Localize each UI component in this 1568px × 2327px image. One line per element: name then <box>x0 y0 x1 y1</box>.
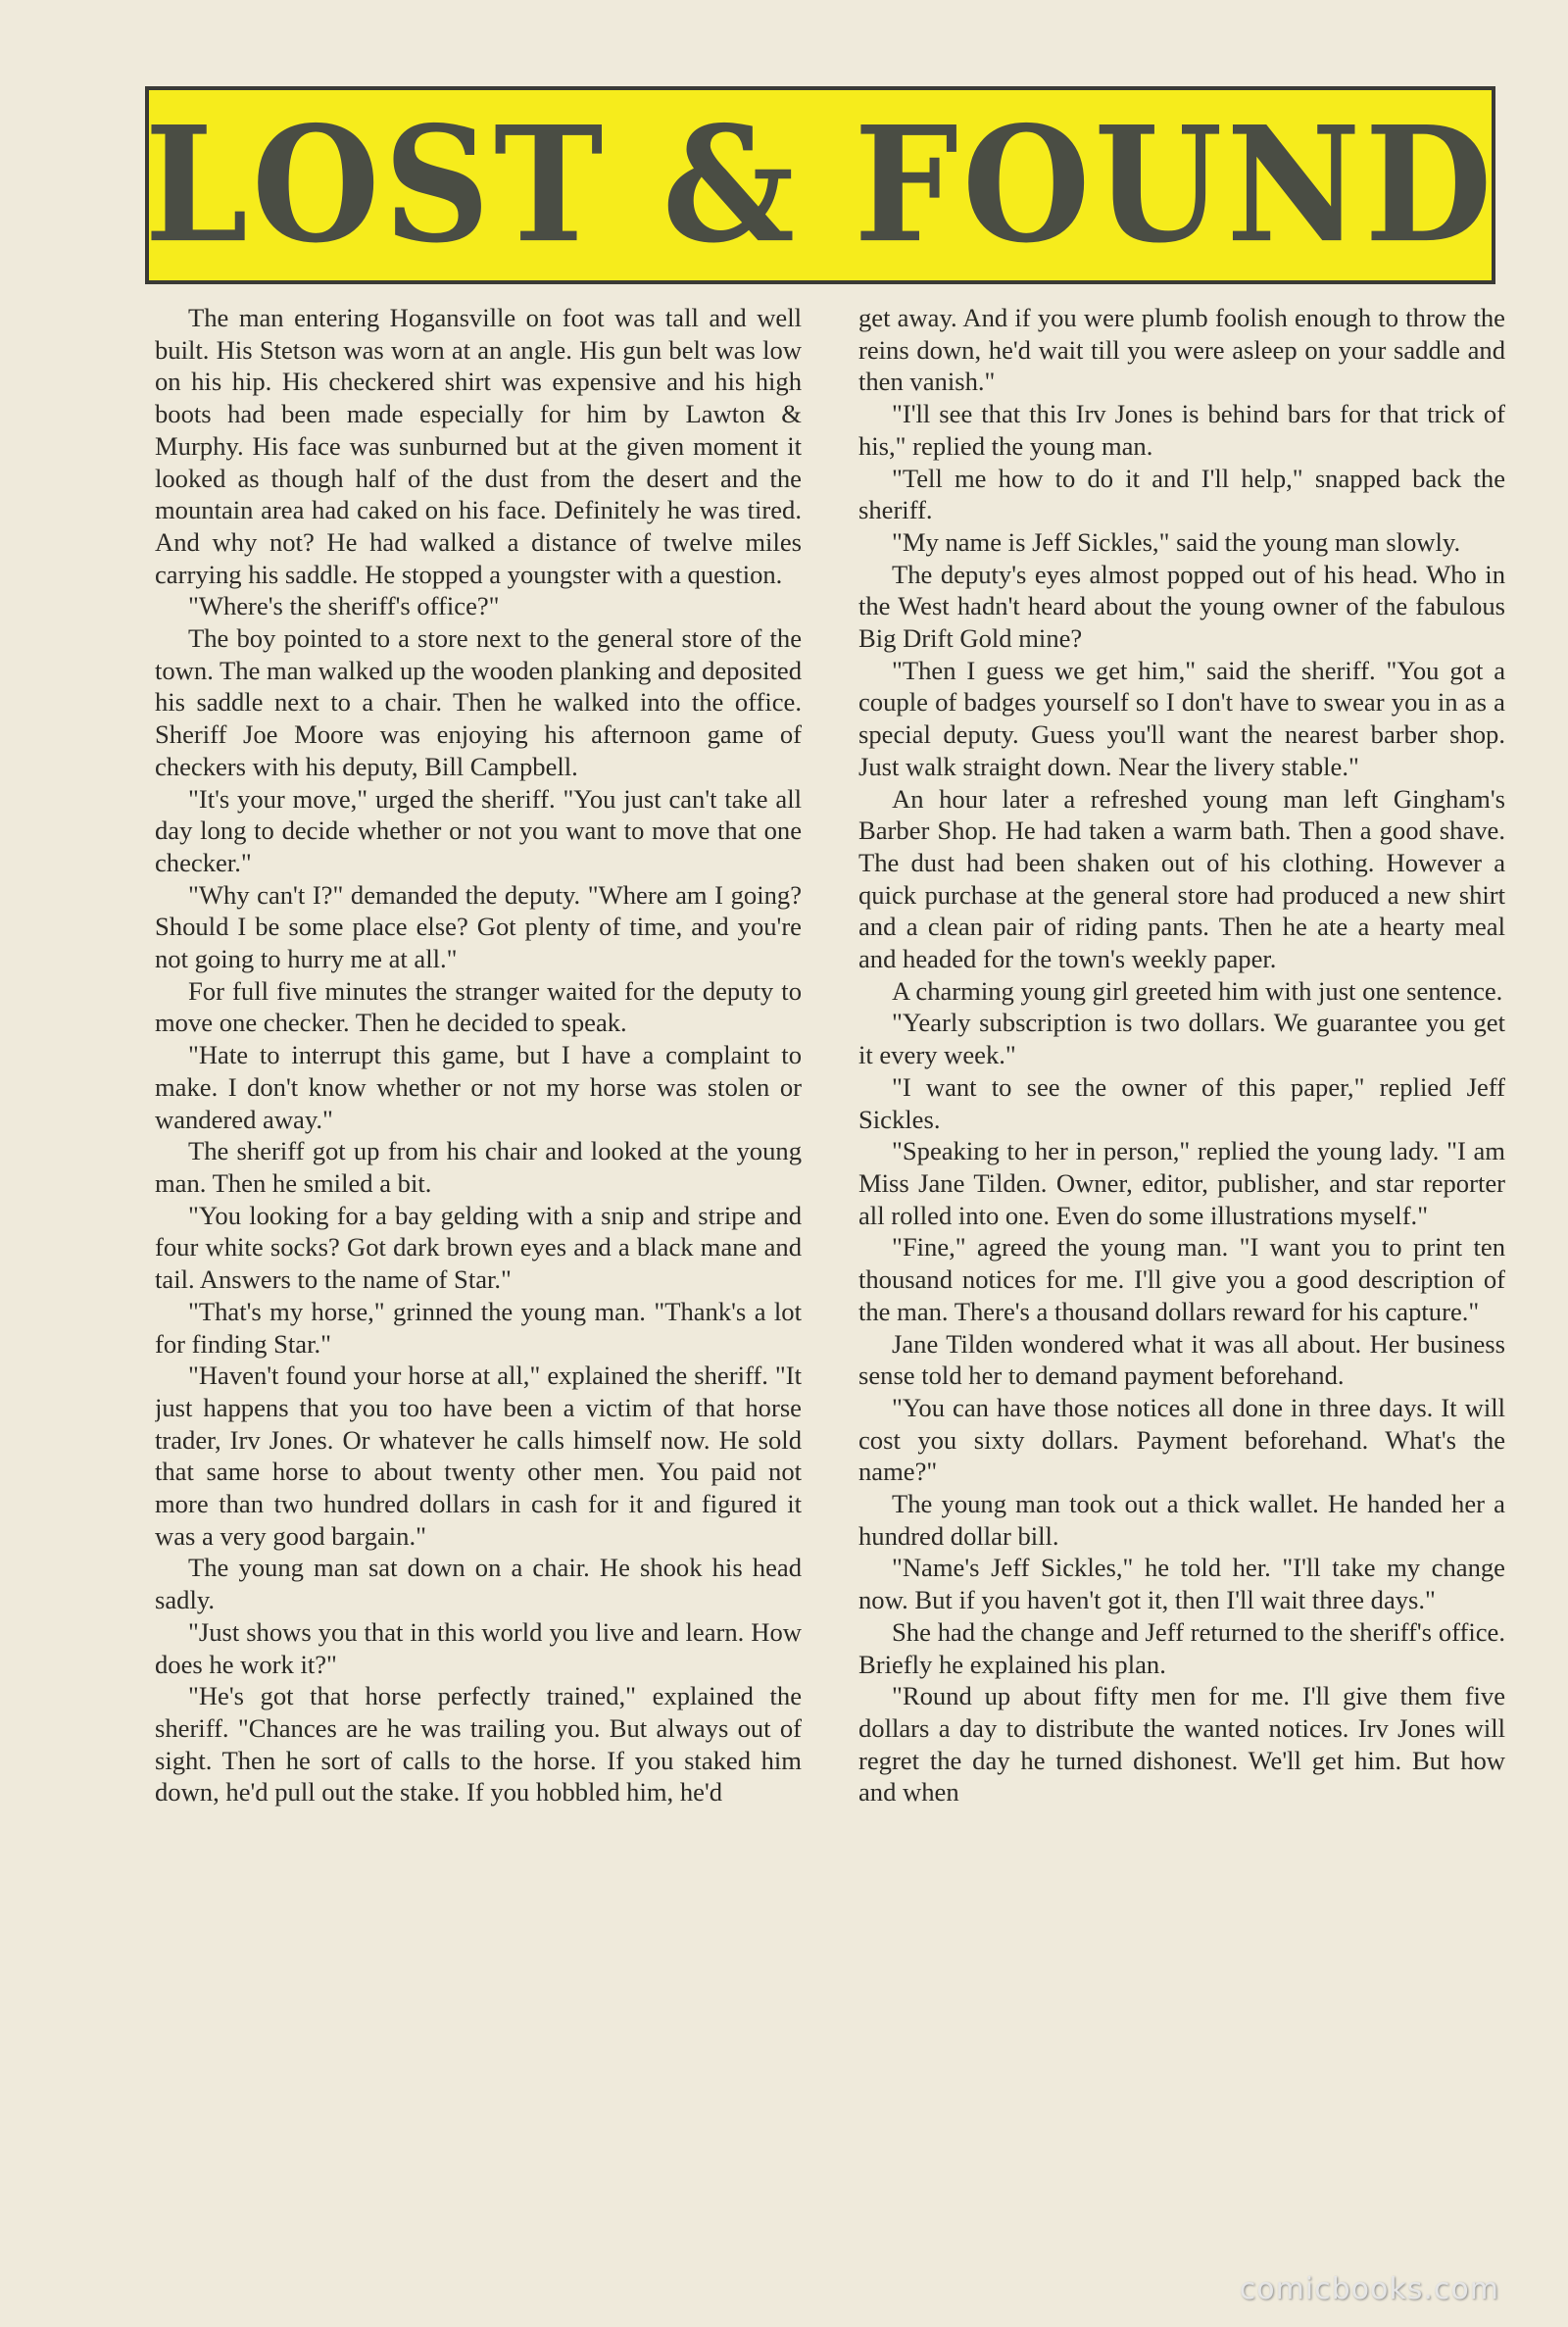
paragraph: "Speaking to her in person," replied the young lady. "I am Miss Jane Tilden. Owner, editor, publisher, and star reporter all rolled into one. Even do some illustrations myself." <box>858 1136 1505 1230</box>
paragraph: "I want to see the owner of this paper," replied Jeff Sickles. <box>858 1071 1505 1134</box>
paragraph: "I'll see that this Irv Jones is behind bars for that trick of his," replied the young man. <box>858 399 1505 461</box>
paragraph: The boy pointed to a store next to the general store of the town. The man walked up the wooden planking and deposited his saddle next to a chair. Then he walked into the office. Sheriff Joe Moore was enjoying his afternoon game of checkers with his deputy, Bill Campbell. <box>155 623 802 781</box>
paragraph-continuation: get away. And if you were plumb foolish enough to throw the reins down, he'd wait till you were asleep on your saddle and then vanish." <box>858 303 1505 397</box>
paragraph: "He's got that horse perfectly trained," explained the sheriff. "Chances are he was trailing you. But always out of sight. Then he sort of calls to the horse. If you staked him down, he'd pull out the stake. If you hobbled him, he'd <box>155 1681 802 1807</box>
paragraph: "Just shows you that in this world you live and learn. How does he work it?" <box>155 1616 802 1679</box>
paragraph: "Where's the sheriff's office?" <box>188 591 500 621</box>
paragraph: "Tell me how to do it and I'll help," snapped back the sheriff. <box>858 463 1505 525</box>
title-banner <box>145 86 1495 284</box>
paragraph: "It's your move," urged the sheriff. "You just can't take all day long to decide whether or not you want to move that one checker." <box>155 783 802 877</box>
right-column <box>858 302 1505 2154</box>
site-watermark: comicbooks.com <box>1239 2272 1499 2306</box>
paragraph: For full five minutes the stranger waited for the deputy to move one checker. Then he decided to speak. <box>155 975 802 1038</box>
paragraph: "That's my horse," grinned the young man. "Thank's a lot for finding Star." <box>155 1296 802 1359</box>
paragraph: "Fine," agreed the young man. "I want you to print ten thousand notices for me. I'll give you a good description of the man. There's a thousand dollars reward for his capture." <box>858 1232 1505 1326</box>
paragraph: Jane Tilden wondered what it was all about. Her business sense told her to demand payment beforehand. <box>858 1328 1505 1391</box>
paragraph: "Why can't I?" demanded the deputy. "Where am I going? Should I be some place else? Got plenty of time, and you're not going to hurry me at all." <box>155 879 802 974</box>
paragraph: "You can have those notices all done in three days. It will cost you sixty dollars. Payment beforehand. What's the name?" <box>858 1392 1505 1487</box>
paragraph: The sheriff got up from his chair and looked at the young man. Then he smiled a bit. <box>155 1136 802 1198</box>
paragraph: The deputy's eyes almost popped out of his head. Who in the West hadn't heard about the young owner of the fabulous Big Drift Gold mine? <box>858 559 1505 654</box>
paragraph: "You looking for a bay gelding with a snip and stripe and four white socks? Got dark brown eyes and a black mane and tail. Answers to the name of Star." <box>155 1200 802 1295</box>
paragraph: The man entering Hogansville on foot was tall and well built. His Stetson was worn at an angle. His gun belt was low on his hip. His checkered shirt was expensive and his high boots had been made especially for him by Lawton & Murphy. His face was sunburned but at the given moment it looked as though half of the dust from the desert and the mountain area had caked on his face. Definitely he was tired. And why not? He had walked a distance of twelve miles carrying his saddle. He stopped a youngster with a question. <box>155 303 802 589</box>
paragraph: An hour later a refreshed young man left Gingham's Barber Shop. He had taken a warm bath. Then a good shave. The dust had been shaken out of his clothing. However a quick purchase at the general store had produced a new shirt and a clean pair of riding pants. Then he ate a hearty meal and headed for the town's weekly paper. <box>858 783 1505 974</box>
paragraph: The young man took out a thick wallet. He handed her a hundred dollar bill. <box>858 1489 1505 1551</box>
story-title: LOST & FOUND <box>144 91 1496 279</box>
paragraph: "Haven't found your horse at all," explained the sheriff. "It just happens that you too have been a victim of that horse trader, Irv Jones. Or whatever he calls himself now. He sold that same horse to about twenty other men. You paid not more than two hundred dollars in cash for it and figured it was a very good bargain." <box>155 1361 802 1551</box>
paragraph: She had the change and Jeff returned to the sheriff's office. Briefly he explained his plan. <box>858 1616 1505 1679</box>
paragraph: "Hate to interrupt this game, but I have a complaint to make. I don't know whether or not my horse was stolen or wandered away." <box>155 1040 802 1134</box>
paragraph: The young man sat down on a chair. He shook his head sadly. <box>155 1553 802 1615</box>
left-column <box>155 302 802 2154</box>
paragraph: "Then I guess we get him," said the sheriff. "You got a couple of badges yourself so I don't have to swear you in as a special deputy. Guess you'll want the nearest barber shop. Just walk straight down. Near the livery stable." <box>858 655 1505 781</box>
paragraph: "Name's Jeff Sickles," he told her. "I'll take my change now. But if you haven't got it, then I'll wait three days." <box>858 1553 1505 1615</box>
paragraph: A charming young girl greeted him with just one sentence. <box>892 975 1503 1006</box>
paragraph: "Yearly subscription is two dollars. We guarantee you get it every week." <box>858 1008 1505 1070</box>
paragraph: "My name is Jeff Sickles," said the young man slowly. <box>892 526 1461 557</box>
paragraph: "Round up about fifty men for me. I'll give them five dollars a day to distribute the wanted notices. Irv Jones will regret the day he turned dishonest. We'll get him. But how and when <box>858 1681 1505 1807</box>
